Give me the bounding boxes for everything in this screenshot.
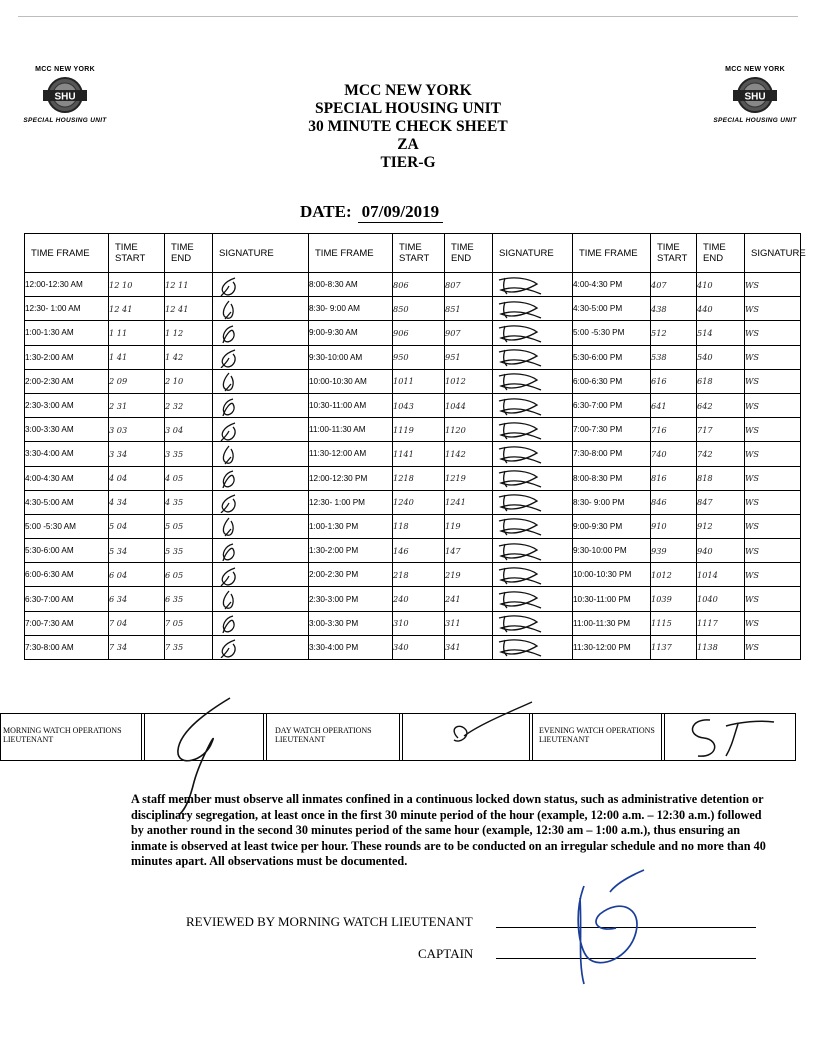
top-rule	[18, 16, 798, 17]
time-end-cell: 1120	[445, 418, 493, 442]
time-start-cell: 1039	[651, 587, 697, 611]
time-end-cell: 410	[697, 273, 745, 297]
time-end-cell: 12 11	[165, 273, 213, 297]
signature-cell: WS	[745, 539, 801, 563]
signature-cell: WS	[745, 442, 801, 466]
table-row	[25, 490, 801, 514]
time-frame-cell: 6:00-6:30 AM	[25, 563, 109, 587]
time-end-cell: 2 10	[165, 369, 213, 393]
time-frame-cell: 8:30- 9:00 AM	[309, 297, 393, 321]
signature-cell	[493, 611, 573, 635]
time-end-cell: 1219	[445, 466, 493, 490]
shu-emblem-icon	[730, 75, 780, 115]
day-lieutenant-signature	[430, 700, 540, 750]
header-line-4: ZA	[397, 136, 419, 153]
time-frame-cell: 9:30-10:00 AM	[309, 345, 393, 369]
time-start-cell: 806	[393, 273, 445, 297]
signature-cell	[493, 563, 573, 587]
time-frame-cell: 1:00-1:30 AM	[25, 321, 109, 345]
time-start-cell: 12 10	[109, 273, 165, 297]
signature-cell	[493, 539, 573, 563]
time-frame-cell: 2:30-3:00 AM	[25, 393, 109, 417]
signature-cell	[213, 393, 309, 417]
time-end-cell: 5 35	[165, 539, 213, 563]
time-frame-cell: 9:00-9:30 PM	[573, 514, 651, 538]
signature-cell: WS	[745, 563, 801, 587]
signature-cell	[213, 490, 309, 514]
time-start-cell: 1043	[393, 393, 445, 417]
time-start-cell: 310	[393, 611, 445, 635]
emblem-right-text: SHU	[744, 91, 766, 103]
time-start-cell: 5 04	[109, 514, 165, 538]
col-time-end: TIME END	[165, 234, 213, 273]
time-start-cell: 716	[651, 418, 697, 442]
time-frame-cell: 5:30-6:00 AM	[25, 539, 109, 563]
emblem-left-text: SHU	[54, 91, 76, 103]
time-start-cell: 950	[393, 345, 445, 369]
lieutenant-signature-box	[0, 713, 796, 761]
time-frame-cell: 1:30-2:00 AM	[25, 345, 109, 369]
signature-cell: WS	[745, 587, 801, 611]
time-end-cell: 742	[697, 442, 745, 466]
time-start-cell: 1119	[393, 418, 445, 442]
table-row	[25, 273, 801, 297]
time-frame-cell: 10:30-11:00 PM	[573, 587, 651, 611]
signature-cell	[213, 539, 309, 563]
time-start-cell: 1141	[393, 442, 445, 466]
signature-cell: WS	[745, 321, 801, 345]
signature-cell	[213, 514, 309, 538]
header-line-5: TIER-G	[380, 154, 436, 171]
signature-cell: WS	[745, 611, 801, 635]
time-frame-cell: 11:00-11:30 AM	[309, 418, 393, 442]
time-end-cell: 2 32	[165, 393, 213, 417]
reviewer-signature	[560, 862, 670, 987]
time-end-cell: 341	[445, 635, 493, 659]
time-start-cell: 939	[651, 539, 697, 563]
evening-lieutenant-signature	[680, 712, 780, 762]
table-row	[25, 369, 801, 393]
table-row	[25, 466, 801, 490]
time-start-cell: 1218	[393, 466, 445, 490]
logo-left-bottom-text: SPECIAL HOUSING UNIT	[23, 117, 107, 124]
time-end-cell: 4 35	[165, 490, 213, 514]
time-end-cell: 7 05	[165, 611, 213, 635]
signature-cell: WS	[745, 345, 801, 369]
signature-cell	[213, 297, 309, 321]
time-frame-cell: 8:30- 9:00 PM	[573, 490, 651, 514]
time-end-cell: 642	[697, 393, 745, 417]
time-end-cell: 1142	[445, 442, 493, 466]
signature-cell	[493, 490, 573, 514]
time-end-cell: 3 35	[165, 442, 213, 466]
captain-label: CAPTAIN	[418, 946, 474, 961]
time-frame-cell: 6:00-6:30 PM	[573, 369, 651, 393]
col-time-end: TIME END	[697, 234, 745, 273]
rounds-policy-notice: A staff member must observe all inmates confined in a continuous locked down status, such as administrative detention or disciplinary segregation, at least once in the first 30 minute period of the hour (example, 12:00 a.m. – 12:30 a.m.) followed by another round in the second 30 minutes period of the same hour (example, 12:30 am – 1:00 a.m.), thus ensuring an inmate is observed at least twice per hour. These rounds are to be conducted on an irregular schedule and no more than 40 minutes apart. All observations must be documented.	[131, 792, 766, 868]
time-start-cell: 12 41	[109, 297, 165, 321]
time-frame-cell: 7:30-8:00 PM	[573, 442, 651, 466]
time-end-cell: 1 42	[165, 345, 213, 369]
time-start-cell: 1240	[393, 490, 445, 514]
table-row	[25, 563, 801, 587]
table-row	[25, 297, 801, 321]
time-frame-cell: 8:00-8:30 AM	[309, 273, 393, 297]
time-start-cell: 616	[651, 369, 697, 393]
header-line-3: 30 MINUTE CHECK SHEET	[308, 118, 508, 135]
time-end-cell: 851	[445, 297, 493, 321]
time-start-cell: 146	[393, 539, 445, 563]
signature-cell	[493, 321, 573, 345]
col-time-frame: TIME FRAME	[309, 234, 393, 273]
time-start-cell: 2 09	[109, 369, 165, 393]
time-end-cell: 6 05	[165, 563, 213, 587]
time-start-cell: 7 34	[109, 635, 165, 659]
time-frame-cell: 7:00-7:30 PM	[573, 418, 651, 442]
time-frame-cell: 7:30-8:00 AM	[25, 635, 109, 659]
time-frame-cell: 6:30-7:00 PM	[573, 393, 651, 417]
time-start-cell: 910	[651, 514, 697, 538]
time-end-cell: 540	[697, 345, 745, 369]
time-start-cell: 340	[393, 635, 445, 659]
time-frame-cell: 1:00-1:30 PM	[309, 514, 393, 538]
time-start-cell: 438	[651, 297, 697, 321]
time-start-cell: 846	[651, 490, 697, 514]
day-lieutenant-label: DAY WATCH OPERATIONS LIEUTENANT	[275, 726, 372, 744]
check-sheet-table	[24, 233, 806, 660]
time-start-cell: 4 34	[109, 490, 165, 514]
time-start-cell: 740	[651, 442, 697, 466]
logo-right	[700, 66, 810, 124]
time-start-cell: 512	[651, 321, 697, 345]
time-end-cell: 912	[697, 514, 745, 538]
col-time-frame: TIME FRAME	[573, 234, 651, 273]
time-start-cell: 118	[393, 514, 445, 538]
time-start-cell: 5 34	[109, 539, 165, 563]
signature-cell	[493, 466, 573, 490]
time-frame-cell: 12:00-12:30 PM	[309, 466, 393, 490]
col-signature: SIGNATURE	[745, 234, 801, 273]
signature-cell	[493, 442, 573, 466]
col-signature: SIGNATURE	[493, 234, 573, 273]
time-end-cell: 1 12	[165, 321, 213, 345]
time-end-cell: 241	[445, 587, 493, 611]
col-time-start: TIME START	[109, 234, 165, 273]
time-end-cell: 219	[445, 563, 493, 587]
shu-emblem-icon	[40, 75, 90, 115]
signature-cell	[213, 466, 309, 490]
time-start-cell: 1137	[651, 635, 697, 659]
signature-cell	[213, 587, 309, 611]
time-frame-cell: 11:00-11:30 PM	[573, 611, 651, 635]
time-end-cell: 907	[445, 321, 493, 345]
time-start-cell: 1012	[651, 563, 697, 587]
time-frame-cell: 5:30-6:00 PM	[573, 345, 651, 369]
signature-cell: WS	[745, 635, 801, 659]
header-line-1: MCC NEW YORK	[344, 82, 472, 99]
col-signature: SIGNATURE	[213, 234, 309, 273]
time-frame-cell: 10:00-10:30 PM	[573, 563, 651, 587]
time-frame-cell: 10:30-11:00 AM	[309, 393, 393, 417]
time-end-cell: 7 35	[165, 635, 213, 659]
signature-cell: WS	[745, 490, 801, 514]
signature-cell	[213, 611, 309, 635]
signature-cell	[213, 442, 309, 466]
time-frame-cell: 2:00-2:30 AM	[25, 369, 109, 393]
time-end-cell: 12 41	[165, 297, 213, 321]
table-row	[25, 442, 801, 466]
signature-cell	[213, 635, 309, 659]
time-start-cell: 1 41	[109, 345, 165, 369]
signature-cell: WS	[745, 514, 801, 538]
time-start-cell: 4 04	[109, 466, 165, 490]
signature-cell: WS	[745, 273, 801, 297]
divider	[263, 714, 267, 760]
time-end-cell: 311	[445, 611, 493, 635]
logo-left	[10, 66, 120, 124]
signature-cell	[493, 418, 573, 442]
document-header	[258, 82, 558, 172]
col-time-end: TIME END	[445, 234, 493, 273]
signature-cell	[493, 273, 573, 297]
time-end-cell: 847	[697, 490, 745, 514]
signature-cell	[493, 297, 573, 321]
signature-cell: WS	[745, 297, 801, 321]
time-frame-cell: 7:00-7:30 AM	[25, 611, 109, 635]
time-start-cell: 1115	[651, 611, 697, 635]
table-row	[25, 539, 801, 563]
divider	[399, 714, 403, 760]
time-frame-cell: 8:00-8:30 PM	[573, 466, 651, 490]
time-start-cell: 407	[651, 273, 697, 297]
table-row	[25, 393, 801, 417]
time-end-cell: 119	[445, 514, 493, 538]
time-frame-cell: 2:00-2:30 PM	[309, 563, 393, 587]
table-row	[25, 418, 801, 442]
signature-cell: WS	[745, 393, 801, 417]
time-end-cell: 1241	[445, 490, 493, 514]
time-frame-cell: 5:00 -5:30 PM	[573, 321, 651, 345]
time-frame-cell: 3:30-4:00 AM	[25, 442, 109, 466]
logo-right-bottom-text: SPECIAL HOUSING UNIT	[713, 117, 797, 124]
time-start-cell: 6 34	[109, 587, 165, 611]
signature-cell	[213, 369, 309, 393]
time-frame-cell: 2:30-3:00 PM	[309, 587, 393, 611]
time-start-cell: 1 11	[109, 321, 165, 345]
time-end-cell: 6 35	[165, 587, 213, 611]
signature-cell	[213, 321, 309, 345]
evening-lieutenant-label: EVENING WATCH OPERATIONS LIEUTENANT	[539, 726, 655, 744]
time-frame-cell: 3:30-4:00 PM	[309, 635, 393, 659]
date-field	[300, 202, 520, 223]
signature-cell	[213, 563, 309, 587]
time-start-cell: 1011	[393, 369, 445, 393]
morning-lieutenant-label: MORNING WATCH OPERATIONS LIEUTENANT	[3, 726, 122, 744]
signature-cell: WS	[745, 418, 801, 442]
table-row	[25, 587, 801, 611]
table-row	[25, 345, 801, 369]
time-end-cell: 514	[697, 321, 745, 345]
time-frame-cell: 3:00-3:30 PM	[309, 611, 393, 635]
time-start-cell: 641	[651, 393, 697, 417]
reviewed-by-label: REVIEWED BY MORNING WATCH LIEUTENANT	[186, 914, 473, 929]
time-end-cell: 940	[697, 539, 745, 563]
table-row	[25, 321, 801, 345]
time-end-cell: 818	[697, 466, 745, 490]
time-end-cell: 807	[445, 273, 493, 297]
time-frame-cell: 10:00-10:30 AM	[309, 369, 393, 393]
signature-cell	[213, 418, 309, 442]
time-end-cell: 3 04	[165, 418, 213, 442]
signature-cell	[493, 345, 573, 369]
time-start-cell: 816	[651, 466, 697, 490]
col-time-start: TIME START	[393, 234, 445, 273]
time-start-cell: 7 04	[109, 611, 165, 635]
time-end-cell: 147	[445, 539, 493, 563]
date-value: 07/09/2019	[358, 202, 443, 223]
time-end-cell: 1014	[697, 563, 745, 587]
time-frame-cell: 12:30- 1:00 PM	[309, 490, 393, 514]
date-label: DATE:	[300, 202, 352, 221]
time-frame-cell: 4:00-4:30 PM	[573, 273, 651, 297]
time-frame-cell: 4:30-5:00 AM	[25, 490, 109, 514]
signature-cell: WS	[745, 466, 801, 490]
time-frame-cell: 9:30-10:00 PM	[573, 539, 651, 563]
time-frame-cell: 5:00 -5:30 AM	[25, 514, 109, 538]
time-start-cell: 538	[651, 345, 697, 369]
signature-cell	[493, 393, 573, 417]
time-start-cell: 240	[393, 587, 445, 611]
col-time-frame: TIME FRAME	[25, 234, 109, 273]
time-frame-cell: 11:30-12:00 AM	[309, 442, 393, 466]
time-end-cell: 1012	[445, 369, 493, 393]
time-frame-cell: 1:30-2:00 PM	[309, 539, 393, 563]
col-time-start: TIME START	[651, 234, 697, 273]
time-end-cell: 4 05	[165, 466, 213, 490]
table-row	[25, 635, 801, 659]
divider	[141, 714, 145, 760]
logo-right-top-text: MCC NEW YORK	[725, 66, 785, 73]
time-frame-cell: 9:00-9:30 AM	[309, 321, 393, 345]
signature-cell	[493, 635, 573, 659]
time-frame-cell: 4:00-4:30 AM	[25, 466, 109, 490]
time-frame-cell: 12:00-12:30 AM	[25, 273, 109, 297]
logo-left-top-text: MCC NEW YORK	[35, 66, 95, 73]
table-row	[25, 514, 801, 538]
time-start-cell: 6 04	[109, 563, 165, 587]
time-start-cell: 218	[393, 563, 445, 587]
signature-cell	[213, 345, 309, 369]
signature-cell: WS	[745, 369, 801, 393]
time-start-cell: 3 34	[109, 442, 165, 466]
time-start-cell: 850	[393, 297, 445, 321]
time-end-cell: 618	[697, 369, 745, 393]
divider	[661, 714, 665, 760]
signature-cell	[213, 273, 309, 297]
time-start-cell: 2 31	[109, 393, 165, 417]
table-header-row	[25, 234, 801, 273]
time-start-cell: 906	[393, 321, 445, 345]
time-frame-cell: 12:30- 1:00 AM	[25, 297, 109, 321]
time-frame-cell: 6:30-7:00 AM	[25, 587, 109, 611]
time-frame-cell: 11:30-12:00 PM	[573, 635, 651, 659]
time-end-cell: 1138	[697, 635, 745, 659]
time-start-cell: 3 03	[109, 418, 165, 442]
header-line-2: SPECIAL HOUSING UNIT	[314, 100, 502, 117]
time-frame-cell: 3:00-3:30 AM	[25, 418, 109, 442]
time-end-cell: 1044	[445, 393, 493, 417]
table-body	[25, 273, 801, 660]
table-row	[25, 611, 801, 635]
signature-cell	[493, 587, 573, 611]
signature-cell	[493, 514, 573, 538]
time-end-cell: 1040	[697, 587, 745, 611]
signature-cell	[493, 369, 573, 393]
time-end-cell: 951	[445, 345, 493, 369]
time-end-cell: 440	[697, 297, 745, 321]
time-frame-cell: 4:30-5:00 PM	[573, 297, 651, 321]
time-end-cell: 717	[697, 418, 745, 442]
time-end-cell: 1117	[697, 611, 745, 635]
time-end-cell: 5 05	[165, 514, 213, 538]
